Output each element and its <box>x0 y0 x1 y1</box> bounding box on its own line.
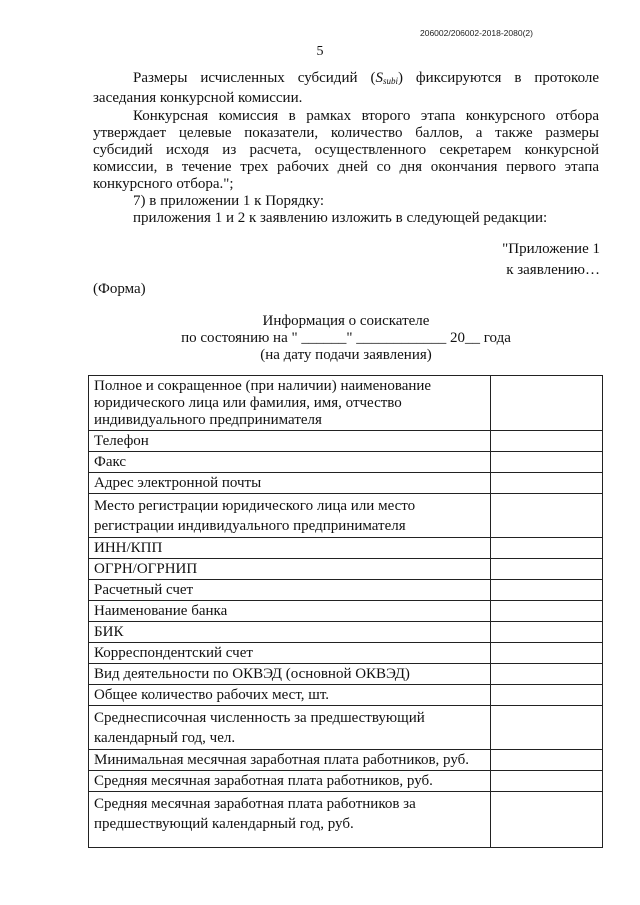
row-label-bank-name: Наименование банка <box>89 601 491 622</box>
subsidy-subscript: subi <box>382 76 398 86</box>
table-row <box>89 431 603 452</box>
attachment-label <box>502 239 600 281</box>
table-row <box>89 750 603 771</box>
value-cell[interactable] <box>491 601 603 622</box>
row-label-correspondent-account: Корреспондентский счет <box>89 643 491 664</box>
row-label-okved: Вид деятельности по ОКВЭД (основной ОКВЭД) <box>89 664 491 685</box>
value-cell[interactable] <box>491 792 603 848</box>
form-label: (Форма) <box>93 281 146 297</box>
value-cell[interactable] <box>491 750 603 771</box>
table-row <box>89 771 603 792</box>
row-label-average-wage-previous-year: Средняя месячная заработная плата работников за предшествующий календарный год, руб. <box>89 792 491 848</box>
item-7: 7) в приложении 1 к Порядку: <box>133 193 325 209</box>
row-label-settlement-account: Расчетный счет <box>89 580 491 601</box>
value-cell[interactable] <box>491 494 603 538</box>
table-row <box>89 538 603 559</box>
attachment-line-1: "Приложение 1 <box>502 241 600 257</box>
row-label-ogrn: ОГРН/ОГРНИП <box>89 559 491 580</box>
paragraph-commission: Конкурсная комиссия в рамках второго этапа конкурсного отбора утверждает целевые показатели, количество баллов, а также размеры субсидий исходя из расчета, осуществленного секретарем конкурсной комиссии, в течение трех рабочих дней со дня окончания первого этапа конкурсного отбора."; <box>93 108 599 192</box>
table-row <box>89 452 603 473</box>
table-row <box>89 376 603 431</box>
value-cell[interactable] <box>491 664 603 685</box>
table-row <box>89 559 603 580</box>
row-label-email: Адрес электронной почты <box>89 473 491 494</box>
table-row <box>89 494 603 538</box>
item-7-text: приложения 1 и 2 к заявлению изложить в следующей редакции: <box>133 210 548 226</box>
row-label-bik: БИК <box>89 622 491 643</box>
subsidy-symbol: S <box>375 70 383 86</box>
value-cell[interactable] <box>491 473 603 494</box>
value-cell[interactable] <box>491 706 603 750</box>
document-id: 206002/206002-2018-2080(2) <box>420 28 533 38</box>
value-cell[interactable] <box>491 771 603 792</box>
row-label-full-name: Полное и сокращенное (при наличии) наименование юридического лица или фамилия, имя, отчество индивидуального предпринимателя <box>89 376 491 431</box>
table-row <box>89 643 603 664</box>
value-cell[interactable] <box>491 580 603 601</box>
form-date-note: (на дату подачи заявления) <box>260 347 432 363</box>
row-label-total-jobs: Общее количество рабочих мест, шт. <box>89 685 491 706</box>
value-cell[interactable] <box>491 559 603 580</box>
table-row <box>89 685 603 706</box>
value-cell[interactable] <box>491 376 603 431</box>
row-label-average-wage: Средняя месячная заработная плата работников, руб. <box>89 771 491 792</box>
row-label-minimum-wage: Минимальная месячная заработная плата работников, руб. <box>89 750 491 771</box>
row-label-inn-kpp: ИНН/КПП <box>89 538 491 559</box>
attachment-line-2: к заявлению… <box>506 262 600 278</box>
paragraph-subsidy-sizes <box>93 70 599 107</box>
table-row <box>89 580 603 601</box>
form-title: Информация о соискателе <box>262 313 430 329</box>
row-label-fax: Факс <box>89 452 491 473</box>
page-number: 5 <box>316 44 324 59</box>
value-cell[interactable] <box>491 622 603 643</box>
row-label-phone: Телефон <box>89 431 491 452</box>
value-cell[interactable] <box>491 538 603 559</box>
value-cell[interactable] <box>491 452 603 473</box>
table-row <box>89 622 603 643</box>
table-row <box>89 664 603 685</box>
applicant-info-table <box>88 375 603 848</box>
para1-text-before: Размеры исчисленных субсидий ( <box>133 70 376 86</box>
table-row <box>89 706 603 750</box>
value-cell[interactable] <box>491 685 603 706</box>
value-cell[interactable] <box>491 431 603 452</box>
table-row <box>89 473 603 494</box>
para1-text-after: ) фиксируются в протоколе заседания конкурсной комиссии. <box>93 70 600 106</box>
row-label-registration-place: Место регистрации юридического лица или место регистрации индивидуального предпринимателя <box>89 494 491 538</box>
value-cell[interactable] <box>491 643 603 664</box>
table-row <box>89 792 603 848</box>
form-date-line: по состоянию на " ______" ____________ 20__ года <box>181 330 511 346</box>
table-row <box>89 601 603 622</box>
row-label-average-headcount: Среднесписочная численность за предшествующий календарный год, чел. <box>89 706 491 750</box>
